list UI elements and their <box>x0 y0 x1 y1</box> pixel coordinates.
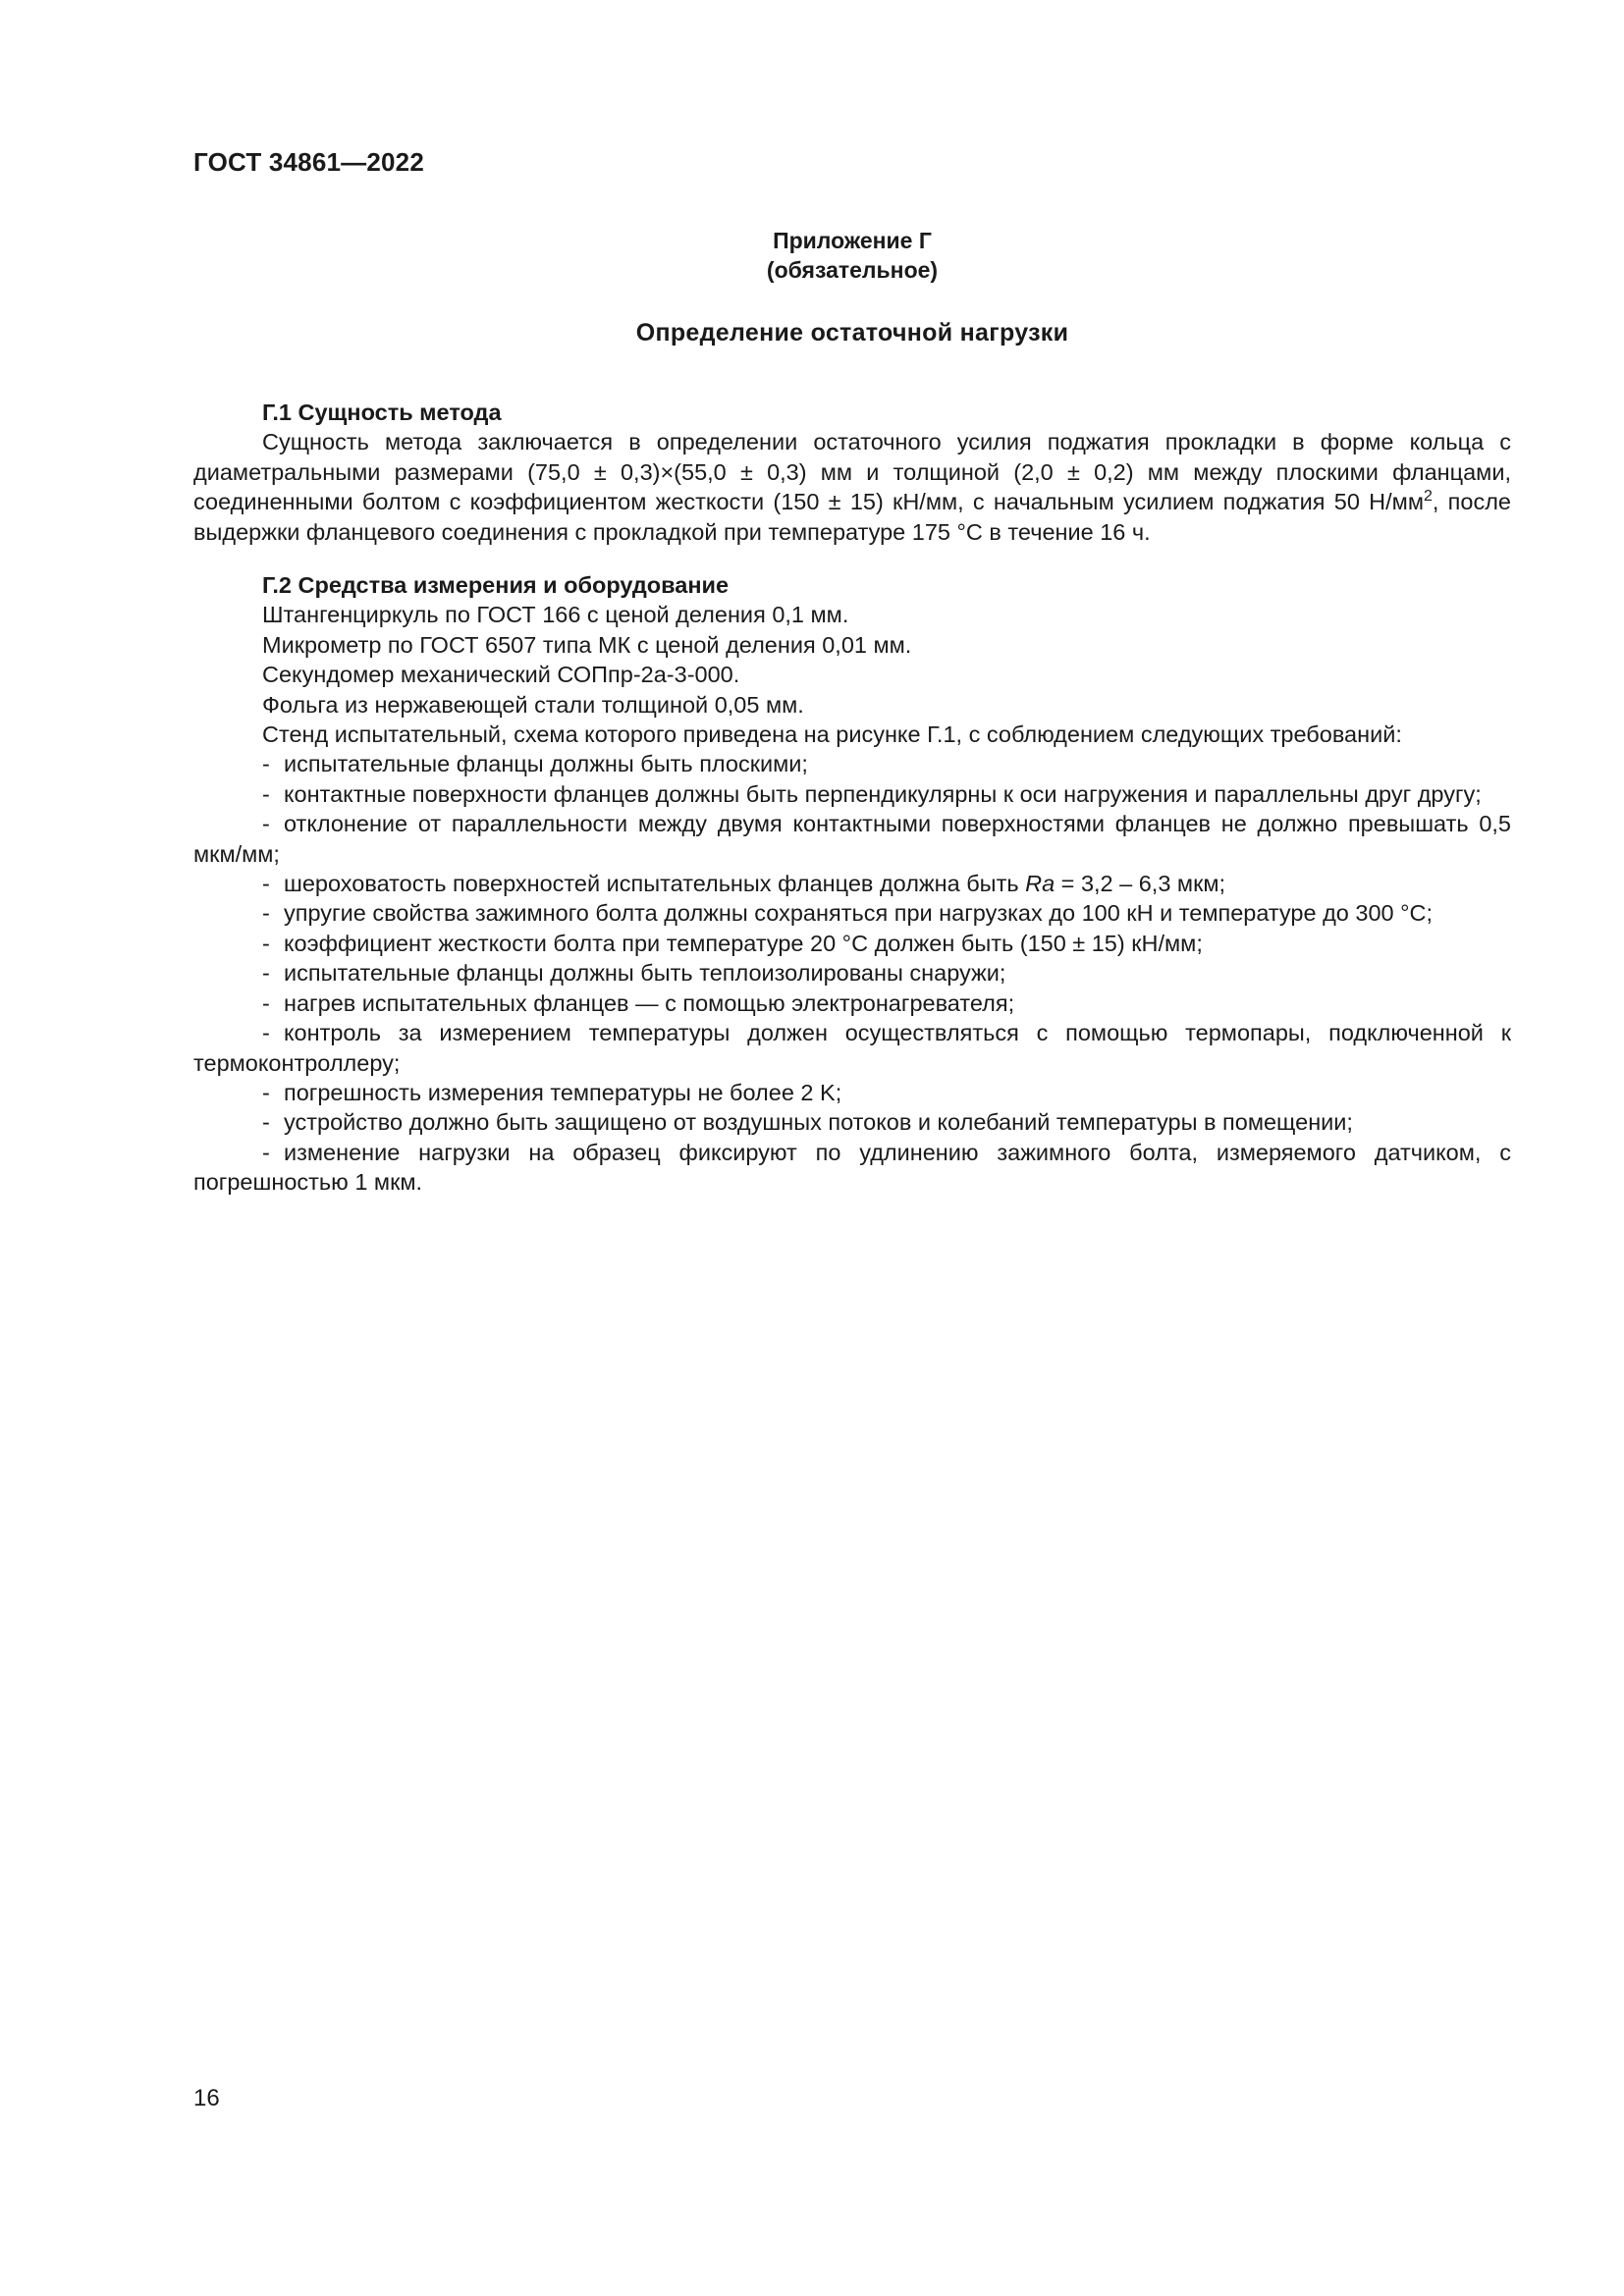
dash-marker: - <box>262 1109 270 1136</box>
requirement-item: - испытательные фланцы должны быть плоскими; <box>193 749 1511 778</box>
essence-paragraph <box>193 427 1511 547</box>
dash-marker: - <box>262 1020 270 1046</box>
equipment-item: Стенд испытательный, схема которого приведена на рисунке Г.1, с соблюдением следующих требований: <box>262 721 1402 748</box>
equipment-item: Штангенциркуль по ГОСТ 166 с ценой деления 0,1 мм. <box>262 602 849 628</box>
requirement-item: - изменение нагрузки на образец фиксируют по удлинению зажимного болта, измеряемого датчиком, с погрешностью 1 мкм. <box>193 1139 1511 1196</box>
dash-marker: - <box>262 1079 270 1105</box>
appendix-label: Приложение Г <box>773 228 932 253</box>
dash-marker: - <box>262 989 270 1016</box>
superscript: 2 <box>1423 488 1433 506</box>
dash-marker: - <box>262 960 270 987</box>
dash-marker: - <box>262 751 270 777</box>
dash-marker: - <box>262 900 270 927</box>
roughness-symbol: Ra <box>1025 871 1056 897</box>
dash-marker: - <box>262 1139 270 1165</box>
section-heading-equipment: Г.2 Средства измерения и оборудование <box>262 572 730 598</box>
standard-identifier: ГОСТ 34861—2022 <box>193 147 424 177</box>
section-essence <box>193 398 1511 547</box>
section-heading-essence: Г.1 Сущность метода <box>262 400 502 425</box>
section-equipment <box>193 570 1511 1198</box>
equipment-item: Секундомер механический СОПпр-2а-3-000. <box>262 662 740 688</box>
requirement-item: - устройство должно быть защищено от воздушных потоков и колебаний температуры в помещении; <box>193 1107 1511 1137</box>
requirement-item: - шероховатость поверхностей испытательных фланцев должна быть Ra = 3,2 – 6,3 мкм; <box>193 869 1511 898</box>
dash-marker: - <box>262 811 270 837</box>
requirement-item: - упругие свойства зажимного болта должны сохраняться при нагрузках до 100 кН и температуре до 300 °С; <box>193 898 1511 928</box>
requirement-item: - нагрев испытательных фланцев — с помощью электронагревателя; <box>193 988 1511 1018</box>
requirement-item: - коэффициент жесткости болта при температуре 20 °С должен быть (150 ± 15) кН/мм; <box>193 929 1511 958</box>
requirement-item: - испытательные фланцы должны быть теплоизолированы снаружи; <box>193 958 1511 988</box>
appendix-title: Определение остаточной нагрузки <box>635 319 1069 347</box>
dash-marker: - <box>262 871 270 897</box>
requirement-item: - отклонение от параллельности между двумя контактными поверхностями фланцев не должно превышать 0,5 мкм/мм; <box>193 811 1511 867</box>
equipment-item: Микрометр по ГОСТ 6507 типа МК с ценой деления 0,01 мм. <box>262 631 912 658</box>
page-number: 16 <box>193 2085 220 2111</box>
requirement-item: - контактные поверхности фланцев должны быть перпендикулярны к оси нагружения и параллельны друг другу; <box>193 779 1511 809</box>
dash-marker: - <box>262 780 270 807</box>
dash-marker: - <box>262 930 270 956</box>
appendix-heading <box>193 226 1511 285</box>
requirement-item: - контроль за измерением температуры должен осуществляться с помощью термопары, подключенной к термоконтроллеру; <box>193 1020 1511 1076</box>
essence-text-part1: Сущность метода заключается в определении остаточного усилия поджатия прокладки в форме кольца с диаметральными размерами (75,0 ± 0,3)×(55,0 ± 0,3) мм и толщиной (2,0 ± 0,2) мм между плоскими фланцами, соединенными болтом с коэффициентом жесткости (150 ± 15) кН/мм, с начальным усилием поджатия 50 Н/мм <box>193 429 1511 515</box>
essence-text-part2: , после выдержки фланцевого соединения с прокладкой при температуре 175 °С в течение 16 ч. <box>193 489 1511 545</box>
appendix-status: (обязательное) <box>766 257 939 283</box>
equipment-item: Фольга из нержавеющей стали толщиной 0,05 мм. <box>262 691 804 718</box>
requirement-item: - погрешность измерения температуры не более 2 K; <box>193 1078 1511 1107</box>
